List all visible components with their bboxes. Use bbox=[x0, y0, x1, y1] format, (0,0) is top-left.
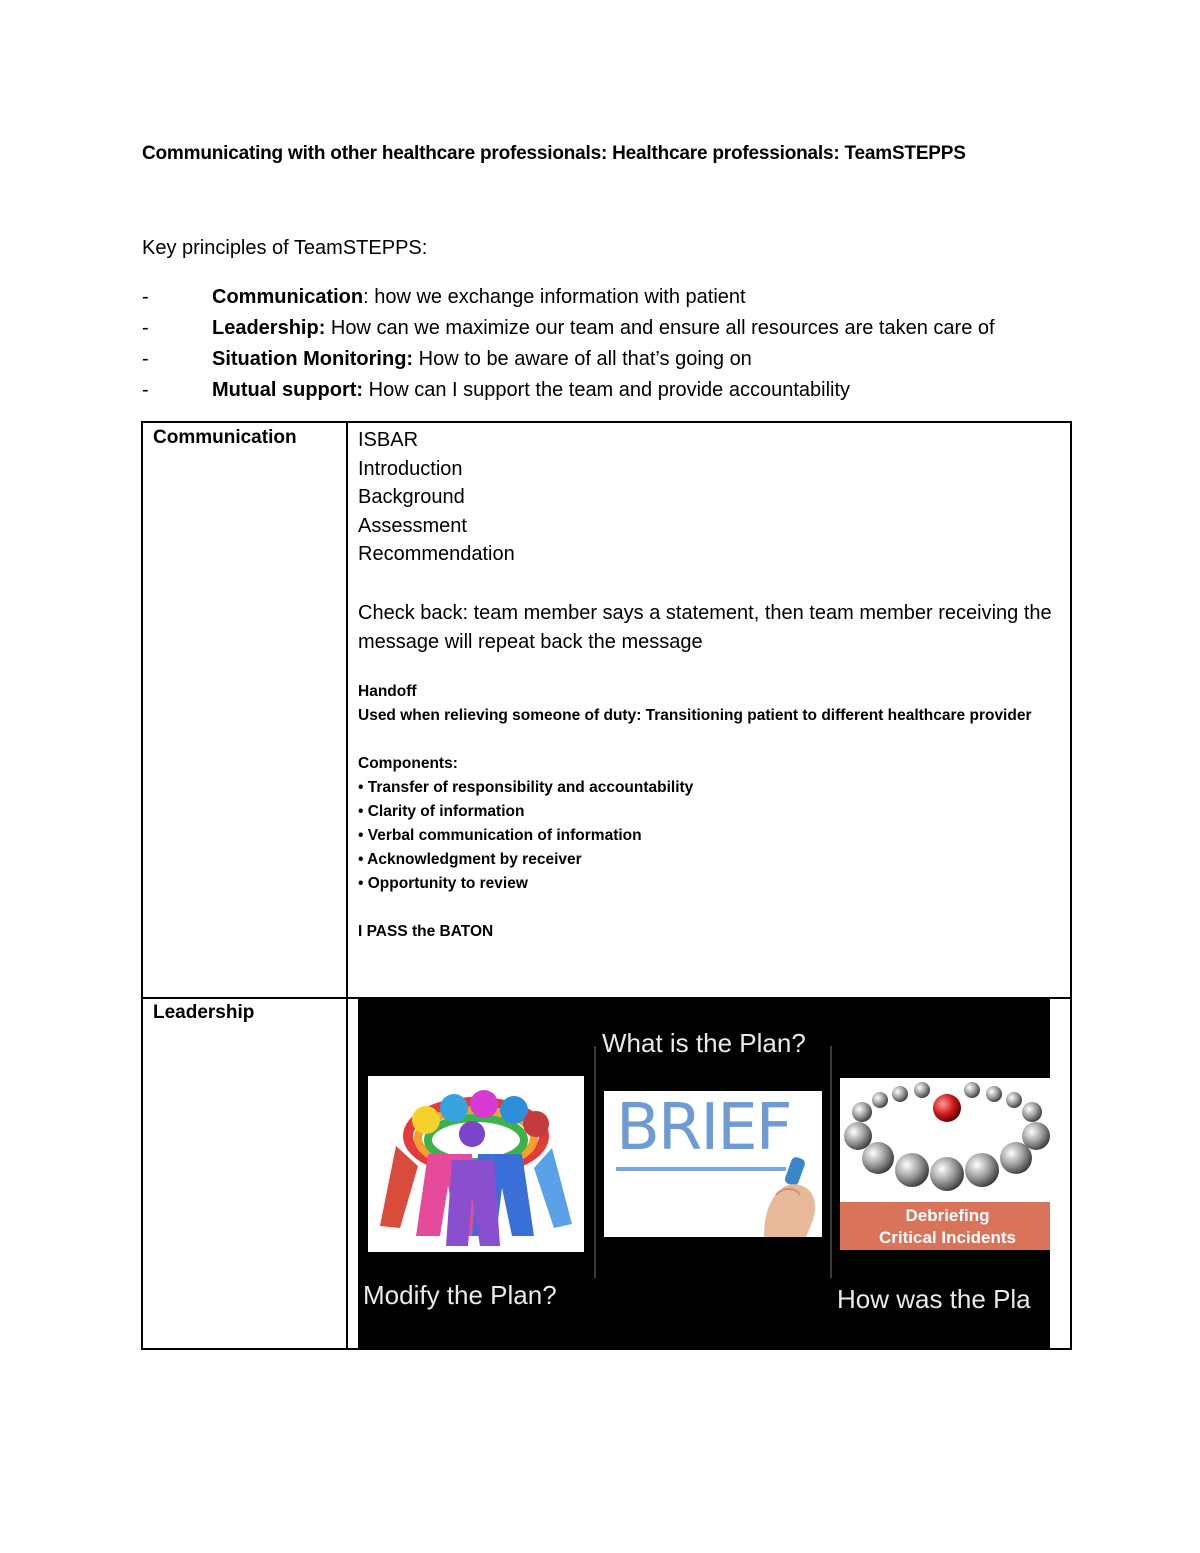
principle-item: - Situation Monitoring: How to be aware of all that’s going on bbox=[142, 348, 752, 370]
handoff-block bbox=[358, 680, 1058, 944]
page-title: Communicating with other healthcare professionals: Healthcare professionals: TeamSTEPPS bbox=[142, 143, 966, 164]
principle-item: - Leadership: How can we maximize our team and ensure all resources are taken care of bbox=[142, 317, 995, 339]
component-item: • Transfer of responsibility and accountability bbox=[358, 779, 694, 797]
brief-word: BRIEF bbox=[616, 1091, 791, 1165]
principle-item: - Mutual support: How can I support the team and provide accountability bbox=[142, 379, 851, 401]
component-item: • Opportunity to review bbox=[358, 875, 528, 893]
team-huddle-icon bbox=[368, 1076, 584, 1252]
principle-desc: How can I support the team and provide accountability bbox=[363, 379, 851, 401]
critical-incidents-title: Critical Incidents bbox=[879, 1228, 1016, 1247]
spheres-circle-icon bbox=[840, 1078, 1050, 1202]
isbar-list bbox=[358, 426, 1058, 569]
component-item: • Clarity of information bbox=[358, 803, 525, 821]
principle-desc: How can we maximize our team and ensure all resources are taken care of bbox=[325, 317, 995, 339]
slide-separator bbox=[830, 1046, 832, 1278]
what-is-plan-text: What is the Plan? bbox=[602, 1028, 806, 1058]
isbar-item: Recommendation bbox=[358, 543, 515, 566]
principle-item: - Communication: how we exchange information with patient bbox=[142, 286, 746, 308]
slide-separator bbox=[594, 1046, 596, 1278]
intro-text: Key principles of TeamSTEPPS: bbox=[142, 237, 428, 259]
debriefing-image bbox=[840, 1078, 1050, 1250]
leadership-slide-image bbox=[358, 998, 1050, 1349]
isbar-item: Assessment bbox=[358, 514, 467, 537]
communication-label: Communication bbox=[153, 427, 297, 448]
baton-text: I PASS the BATON bbox=[358, 923, 494, 941]
component-item: • Acknowledgment by receiver bbox=[358, 851, 582, 869]
brief-image bbox=[604, 1091, 822, 1237]
isbar-title: ISBAR bbox=[358, 429, 419, 451]
components-title: Components: bbox=[358, 755, 458, 773]
column-divider bbox=[346, 423, 348, 1348]
handoff-description: Used when relieving someone of duty: Transitioning patient to different healthcare provider bbox=[358, 707, 1032, 725]
teamstepps-table bbox=[141, 421, 1072, 1350]
principle-term: Leadership: bbox=[212, 317, 326, 339]
communication-content bbox=[358, 426, 1058, 944]
debriefing-title: Debriefing bbox=[905, 1206, 990, 1225]
handoff-title: Handoff bbox=[358, 683, 417, 701]
principle-term: Situation Monitoring: bbox=[212, 348, 414, 370]
component-item: • Verbal communication of information bbox=[358, 827, 642, 845]
isbar-item: Introduction bbox=[358, 457, 463, 480]
principle-term: Communication bbox=[212, 286, 364, 308]
checkback-text: Check back: team member says a statement, then team member receiving the message will repeat back the message bbox=[358, 601, 1052, 653]
isbar-item: Background bbox=[358, 486, 465, 509]
principle-desc: : how we exchange information with patient bbox=[363, 286, 746, 308]
principle-term: Mutual support: bbox=[212, 379, 364, 401]
principle-desc: How to be aware of all that’s going on bbox=[413, 348, 752, 370]
modify-plan-text: Modify the Plan? bbox=[363, 1280, 557, 1310]
hand-marker-icon bbox=[754, 1151, 822, 1237]
team-huddle-image bbox=[368, 1076, 584, 1252]
how-was-plan-text: How was the Pla bbox=[837, 1284, 1031, 1314]
debriefing-band bbox=[840, 1202, 1050, 1250]
leadership-label: Leadership bbox=[153, 1002, 255, 1023]
principles-list bbox=[142, 284, 995, 408]
